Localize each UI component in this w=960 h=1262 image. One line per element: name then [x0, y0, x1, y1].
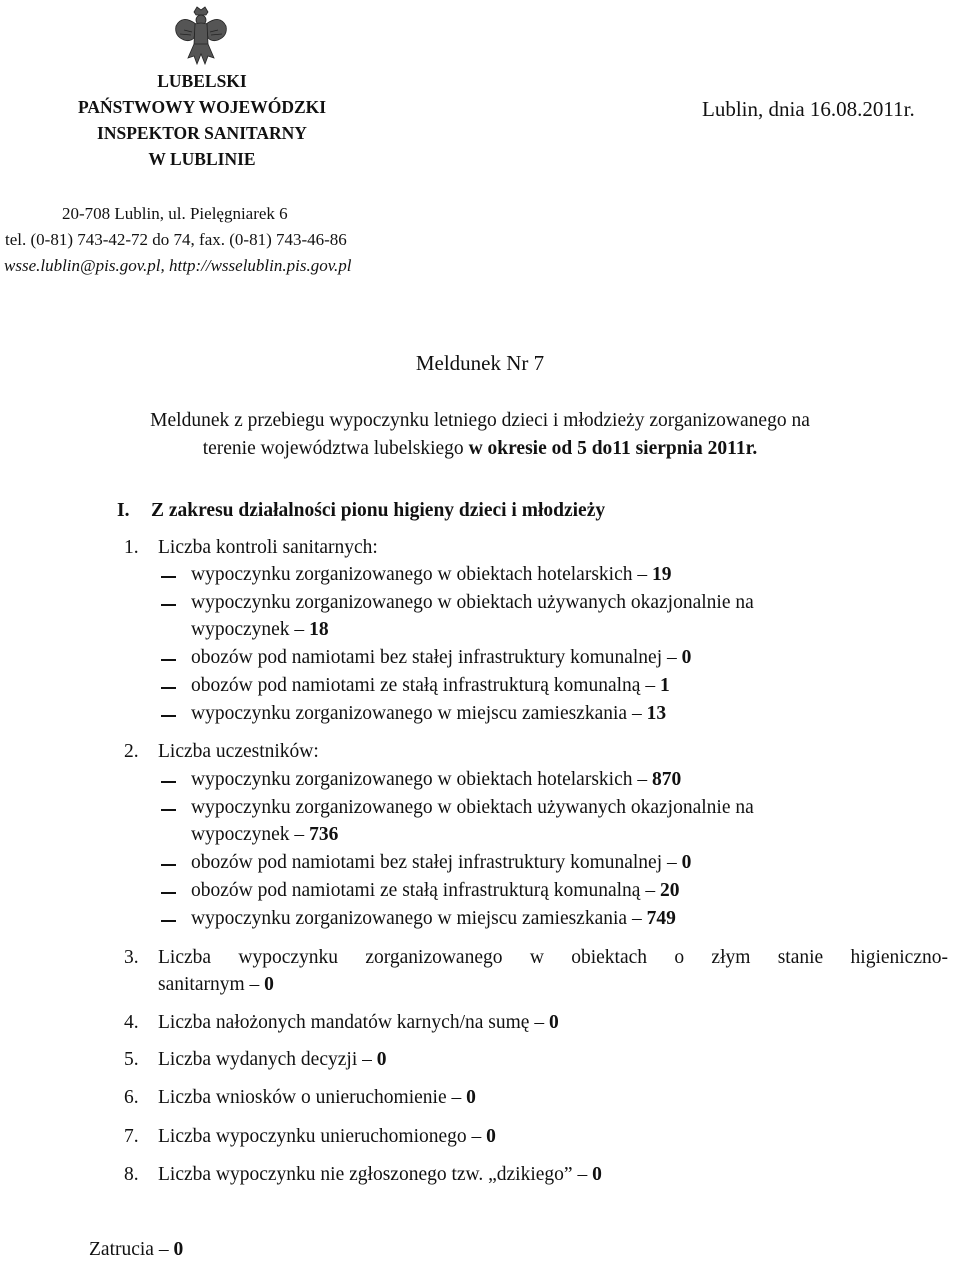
- dash-marker: [161, 576, 176, 578]
- item-value: 0: [466, 1087, 476, 1108]
- document-date: Lublin, dnia 16.08.2011r.: [702, 97, 915, 121]
- subtitle-line-2: [0, 437, 960, 461]
- subtitle-line-1: Meldunek z przebiegu wypoczynku letniego dzieci i młodzieży zorganizowanego na: [150, 410, 810, 431]
- item-value: 0: [376, 1049, 387, 1070]
- email-website: wsse.lublin@pis.gov.pl, http://wsselublin.pis.gov.pl: [4, 256, 352, 275]
- row-label: wypoczynku zorganizowanego w obiektach hotelarskich –: [191, 564, 652, 585]
- row-value: 13: [646, 703, 667, 724]
- institution-name: [52, 68, 352, 172]
- list-item-continuation: [191, 618, 329, 642]
- poisonings-label: Zatrucia –: [89, 1239, 174, 1260]
- row-label: obozów pod namiotami ze stałą infrastrukturą komunalną –: [191, 675, 660, 696]
- item-label: Liczba wniosków o unieruchomienie –: [158, 1087, 467, 1108]
- institution-line-4: W LUBLINIE: [148, 149, 256, 169]
- row-label: wypoczynku zorganizowanego w obiektach hotelarskich –: [191, 769, 652, 790]
- item-3-number: 3.: [124, 947, 139, 968]
- row-value: 0: [681, 647, 692, 668]
- row-label: wypoczynek –: [191, 824, 310, 845]
- item-value: 0: [486, 1126, 496, 1147]
- item-label: Liczba wydanych decyzji –: [158, 1049, 377, 1070]
- dash-marker: [161, 892, 176, 894]
- item-value: 0: [548, 1012, 559, 1033]
- list-item: [191, 674, 670, 698]
- list-item: [191, 702, 666, 726]
- dash-marker: [161, 809, 176, 811]
- item-2-heading: [124, 740, 319, 764]
- list-item: [191, 851, 691, 875]
- item-8: [124, 1163, 602, 1187]
- row-label: wypoczynku zorganizowanego w obiektach używanych okazjonalnie na: [191, 797, 754, 818]
- document-title: Meldunek Nr 7: [415, 351, 545, 375]
- row-label: wypoczynek –: [191, 619, 310, 640]
- item-number: 6.: [124, 1087, 139, 1108]
- item-1-heading: [124, 536, 378, 560]
- row-value: 18: [309, 619, 329, 640]
- row-label: sanitarnym –: [158, 974, 265, 995]
- row-value: 749: [646, 908, 676, 929]
- item-4: [124, 1011, 559, 1035]
- item-3-line-2: [158, 973, 274, 997]
- institution-line-3: INSPEKTOR SANITARNY: [97, 123, 307, 143]
- item-title: Liczba uczestników:: [158, 741, 319, 762]
- row-label: obozów pod namiotami ze stałą infrastrukturą komunalną –: [191, 880, 660, 901]
- item-3-line-1: Liczba wypoczynku zorganizowanego w obiektach o złym stanie higieniczno-: [158, 947, 948, 968]
- row-label: obozów pod namiotami bez stałej infrastruktury komunalnej –: [191, 647, 682, 668]
- list-item: [191, 646, 691, 670]
- dash-marker: [161, 687, 176, 689]
- item-number: 7.: [124, 1126, 139, 1147]
- list-item: [191, 796, 754, 820]
- item-number: 1.: [124, 537, 139, 558]
- phone-fax: tel. (0-81) 743-42-72 do 74, fax. (0-81) 743-46-86: [5, 230, 347, 249]
- dash-marker: [161, 659, 176, 661]
- polish-eagle-icon: [172, 4, 230, 68]
- row-label: wypoczynku zorganizowanego w obiektach używanych okazjonalnie na: [191, 592, 754, 613]
- row-value: 870: [652, 769, 682, 790]
- list-item: [191, 907, 676, 931]
- poisonings-line: [89, 1238, 183, 1262]
- row-value: 1: [659, 675, 670, 696]
- item-5: [124, 1048, 387, 1072]
- institution-line-1: LUBELSKI: [157, 71, 247, 91]
- row-label: wypoczynku zorganizowanego w miejscu zamieszkania –: [191, 703, 647, 724]
- row-value: 20: [659, 880, 680, 901]
- item-6: [124, 1086, 476, 1110]
- item-label: Liczba nałożonych mandatów karnych/na sumę –: [158, 1012, 549, 1033]
- list-item: [191, 563, 672, 587]
- dash-marker: [161, 864, 176, 866]
- item-7: [124, 1125, 496, 1149]
- item-number: 2.: [124, 741, 139, 762]
- section-title: Z zakresu działalności pionu higieny dzieci i młodzieży: [151, 500, 606, 521]
- item-label: Liczba wypoczynku nie zgłoszonego tzw. „dzikiego” –: [158, 1164, 593, 1185]
- row-value: 19: [652, 564, 672, 585]
- section-number: I.: [117, 500, 130, 521]
- item-value: 0: [592, 1164, 602, 1185]
- dash-marker: [161, 715, 176, 717]
- row-label: wypoczynku zorganizowanego w miejscu zamieszkania –: [191, 908, 647, 929]
- item-number: 4.: [124, 1012, 139, 1033]
- item-number: 8.: [124, 1164, 139, 1185]
- institution-line-2: PAŃSTWOWY WOJEWÓDZKI: [77, 97, 327, 117]
- item-title: Liczba kontroli sanitarnych:: [158, 537, 378, 558]
- list-item-continuation: [191, 823, 338, 847]
- row-value: 736: [309, 824, 339, 845]
- list-item: [191, 768, 681, 792]
- dash-marker: [161, 920, 176, 922]
- poisonings-value: 0: [173, 1239, 184, 1260]
- dash-marker: [161, 781, 176, 783]
- dash-marker: [161, 604, 176, 606]
- row-value: 0: [681, 852, 692, 873]
- contact-block: [4, 201, 352, 279]
- row-label: obozów pod namiotami bez stałej infrastruktury komunalnej –: [191, 852, 682, 873]
- subtitle-period: w okresie od 5 do11 sierpnia 2011r.: [468, 438, 758, 459]
- item-label: Liczba wypoczynku unieruchomionego –: [158, 1126, 487, 1147]
- section-heading: [117, 499, 605, 523]
- subtitle-plain: terenie województwa lubelskiego: [202, 438, 469, 459]
- postal-address: 20-708 Lublin, ul. Pielęgniarek 6: [62, 204, 288, 223]
- item-number: 5.: [124, 1049, 139, 1070]
- row-value: 0: [264, 974, 274, 995]
- list-item: [191, 591, 754, 615]
- list-item: [191, 879, 679, 903]
